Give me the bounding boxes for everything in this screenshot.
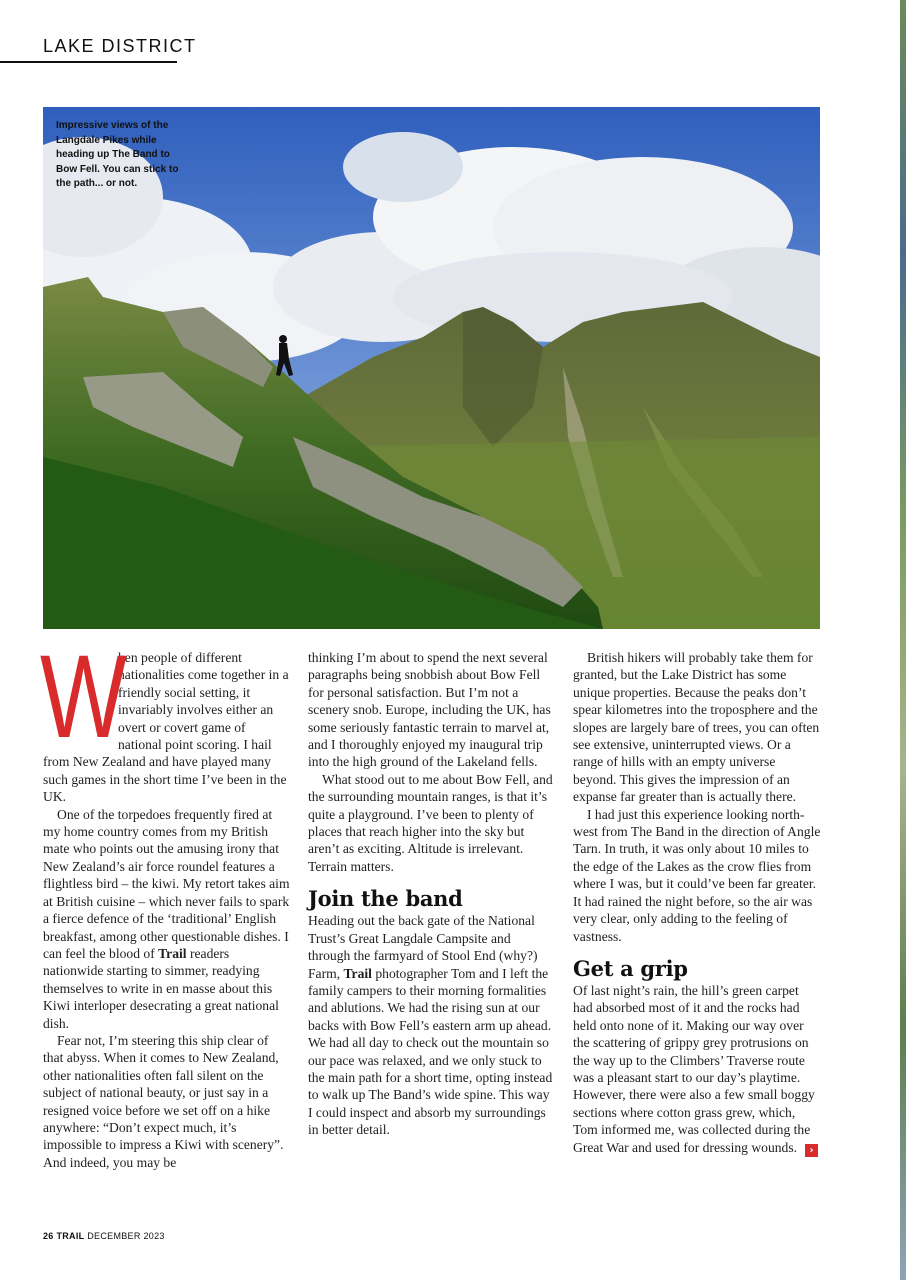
paragraph: thinking I’m about to spend the next several paragraphs being snobbish about Bow Fell for personal satisfaction. But I’m not a scenery snob. Europe, including the UK, has some seriously fantastic terrain to marvel at, and I thoroughly enjoyed my inaugural trip into the high ground of the Lakeland fells. [308,650,551,770]
subheading-get-a-grip: Get a grip [573,955,688,981]
photo-caption: Impressive views of the Langdale Pikes while heading up The Band to Bow Fell. You can stick to the path... or not. [56,120,179,189]
drop-cap: W [40,631,127,763]
page-edge-strip [900,0,906,1280]
section-rule [0,61,177,63]
article-column-2 [308,649,556,1139]
section-label: LAKE DISTRICT [43,36,197,56]
issue-date: DECEMBER 2023 [87,1231,165,1241]
magazine-name: Trail [343,965,372,981]
paragraph: Fear not, I’m steering this ship clear of that abyss. When it comes to New Zealand, other nationalities often fall silent on the subject of national beauty, or just say in a resigned voice before we set off on a hike anywhere: “Don’t expect much, it’s impossible to impress a Kiwi with scenery”. And indeed, you may be [43,1032,284,1170]
paragraph: Of last night’s rain, the hill’s green carpet had absorbed most of it and the rocks had held onto none of it. Making our way over the scattering of grippy grey protrusions on the way up to the Climbers’ Traverse route was a pleasant start to our day’s playtime. However, there were also a few small boggy sections where cotton grass grew, which, Tom informed me, was collected during the Great War and used for dressing wounds. › [573,982,821,1157]
article-column-3 [573,649,821,1157]
paragraph: British hikers will probably take them for granted, but the Lake District has some unique properties. Because the peaks don’t spear kilometres into the troposphere and the slopes are largely bare of trees, you can often see extensive, uninterrupted views. Or a range of hills with an empty universe beyond. This gives the impression of an expanse far greater than is actually there. [573,650,820,805]
magazine-title: TRAIL [56,1231,85,1241]
paragraph: I had just this experience looking north-west from The Band in the direction of Angle Tarn. In truth, it was only about 10 miles to the edge of the Lakes as the crow flies from where I was, but it could’ve been far greater. It had rained the night before, so the air was very clear, only adding to the feeling of vastness. [573,806,821,944]
intro-paragraph [40,631,291,806]
page-folio [43,1231,165,1241]
intro-text: hen people of different nationalities come together in a friendly social setting, it invariably involves either an overt or covert game of national point scoring. I hail from New Zealand and have played many such games in the short time I’ve been in the UK. [43,650,289,805]
paragraph: One of the torpedoes frequently fired at my home country comes from my British mate who points out the amusing irony that New Zealand’s air force roundel features a flightless bird – the kiwi. My retort takes aim at British cuisine – which never fails to spark a fierce defence of the ‘traditional’ English breakfast, among other questionable dishes. I can feel the blood of Trail readers nationwide starting to simmer, readying themselves to write in en masse about this Kiwi interloper desecrating a great national dish. [43,806,290,1031]
continue-arrow-icon[interactable]: › [805,1144,818,1157]
page-number: 26 [43,1231,54,1241]
magazine-name: Trail [158,945,187,961]
paragraph: What stood out to me about Bow Fell, and the surrounding mountain ranges, is that it’s quite a playground. I’ve been to plenty of places that reach higher into the sky but aren’t as exciting. Altitude is irrelevant. Terrain matters. [308,771,553,874]
article-column-1 [40,631,291,1171]
subheading-join-the-band: Join the band [308,886,463,912]
paragraph: Heading out the back gate of the National Trust’s Great Langdale Campsite and through the farmyard of Stool End (why?) Farm, Trail photographer Tom and I left the family campers to their morning formalities and ablutions. We had the rising sun at our backs with Bow Fell’s eastern arm up ahead. We had all day to check out the mountain so our pace was relaxed, and we only stuck to the main path for a short time, opting instead to walk up The Band’s wide spine. This way I could inspect and absorb my surroundings in better detail. [308,913,553,1138]
